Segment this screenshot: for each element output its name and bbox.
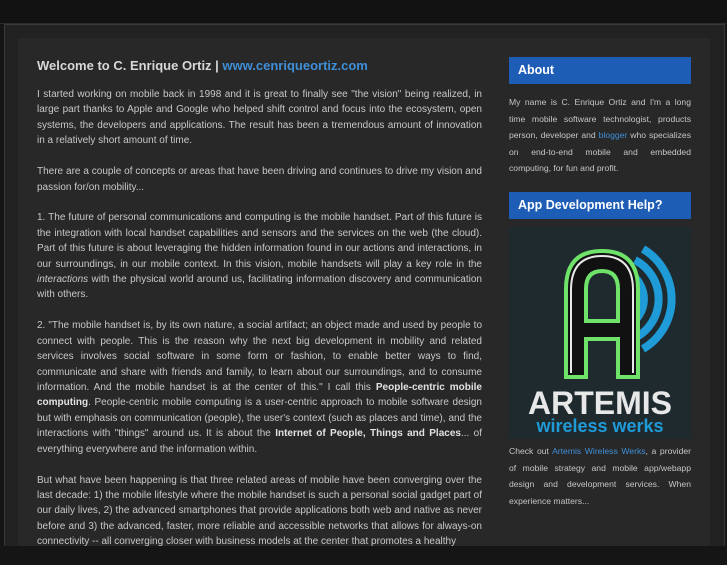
about-text-1: My name is C. Enrique Ortiz and I'm a long time mobile software technologist, products person, developer and: [509, 97, 691, 140]
social-text-3: ... of everything everywhere and the information within.: [37, 428, 483, 455]
artemis-text-1: Check out: [509, 446, 553, 456]
page-frame: [4, 24, 725, 546]
sidebar: [509, 57, 691, 509]
main-column: [37, 58, 482, 565]
intro-paragraph: I started working on mobile back in 1998 and it is great to finally see "the vision" being realized, in large part thanks to Apple and Google who helped shift control and focus into the ecosystem, open systems, the developers and applications. The result has been a tremendous amount of innovation in a relatively short amount of time.: [37, 89, 482, 147]
content-panel: [18, 38, 710, 546]
artemis-text-2: , a provider of mobile strategy and mobile app/webapp design and development services. When experience matters...: [509, 446, 691, 506]
title-text: Welcome to C. Enrique Ortiz |: [37, 58, 223, 73]
artemis-text: [509, 443, 691, 509]
future-text-2: with the physical world around us, facilitating information discovery and communication with others.: [37, 274, 482, 301]
social-text-2: . People-centric mobile computing is a user-centric approach to mobile software design but with emphasis on communication (people), the user's context (such as places and time), and the interactions with "things" around us. It is about the: [37, 397, 482, 440]
about-text-2: who specializes on end-to-end mobile and embedded computing, for fun and profit.: [509, 130, 691, 173]
help-heading: App Development Help?: [509, 192, 691, 219]
top-bar: [0, 0, 727, 24]
people-centric-bold: People-centric mobile computing: [37, 382, 482, 409]
future-paragraph: [37, 210, 482, 302]
about-heading: About: [509, 57, 691, 84]
future-text-1: 1. The future of personal communications and computing is the mobile handset. Part of this future is the integration with local handset capabilities and sensors and the services on the web (the cloud). Part of this future is about leveraging the hidden information found in our actions and interactions, in our surroundings, in our mobile context. In this vision, mobile handsets will play a key role in the: [37, 212, 482, 270]
blogger-link[interactable]: blogger: [598, 130, 628, 140]
artemis-logo[interactable]: [509, 227, 691, 439]
social-paragraph: [37, 318, 482, 457]
interactions-emphasis: interactions: [37, 274, 89, 286]
logo-wordmark: ARTEMIS: [528, 385, 672, 421]
internet-bold: Internet of People, Things and Places: [275, 428, 461, 440]
page-title: [37, 58, 482, 73]
concepts-paragraph: There are a couple of concepts or areas that have been driving and continues to drive my vision and passion for/on mobility...: [37, 166, 482, 193]
logo-tagline: wireless werks: [536, 416, 664, 436]
convergence-paragraph: But what have been happening is that three related areas of mobile have been converging over the last decade: 1) the mobile lifestyle where the mobile handset is such a personal social gadget part of our daily lives, 2) the advanced smartphones that provide applications both web and native as never before and 3) the advanced, faster, more reliable and accessible networks that allows for always-on connectivity -- all converging closer with business models at the center that promotes a healthy: [37, 474, 482, 548]
site-link[interactable]: www.cenriqueortiz.com: [222, 58, 368, 73]
about-text: [509, 94, 691, 182]
social-text-1: 2. "The mobile handset is, by its own nature, a social artifact; an object made and used by people to connect with people. This is the reason why the next big development in mobility and related services involves social software in some form or fashion, to enable better ways to find, communicate and share with friends and family, to learn about our surroundings, and to consume information. And the mobile handset is at the center of this." I call this: [37, 320, 482, 393]
artemis-link[interactable]: Artemis Wireless Werks: [552, 446, 646, 456]
